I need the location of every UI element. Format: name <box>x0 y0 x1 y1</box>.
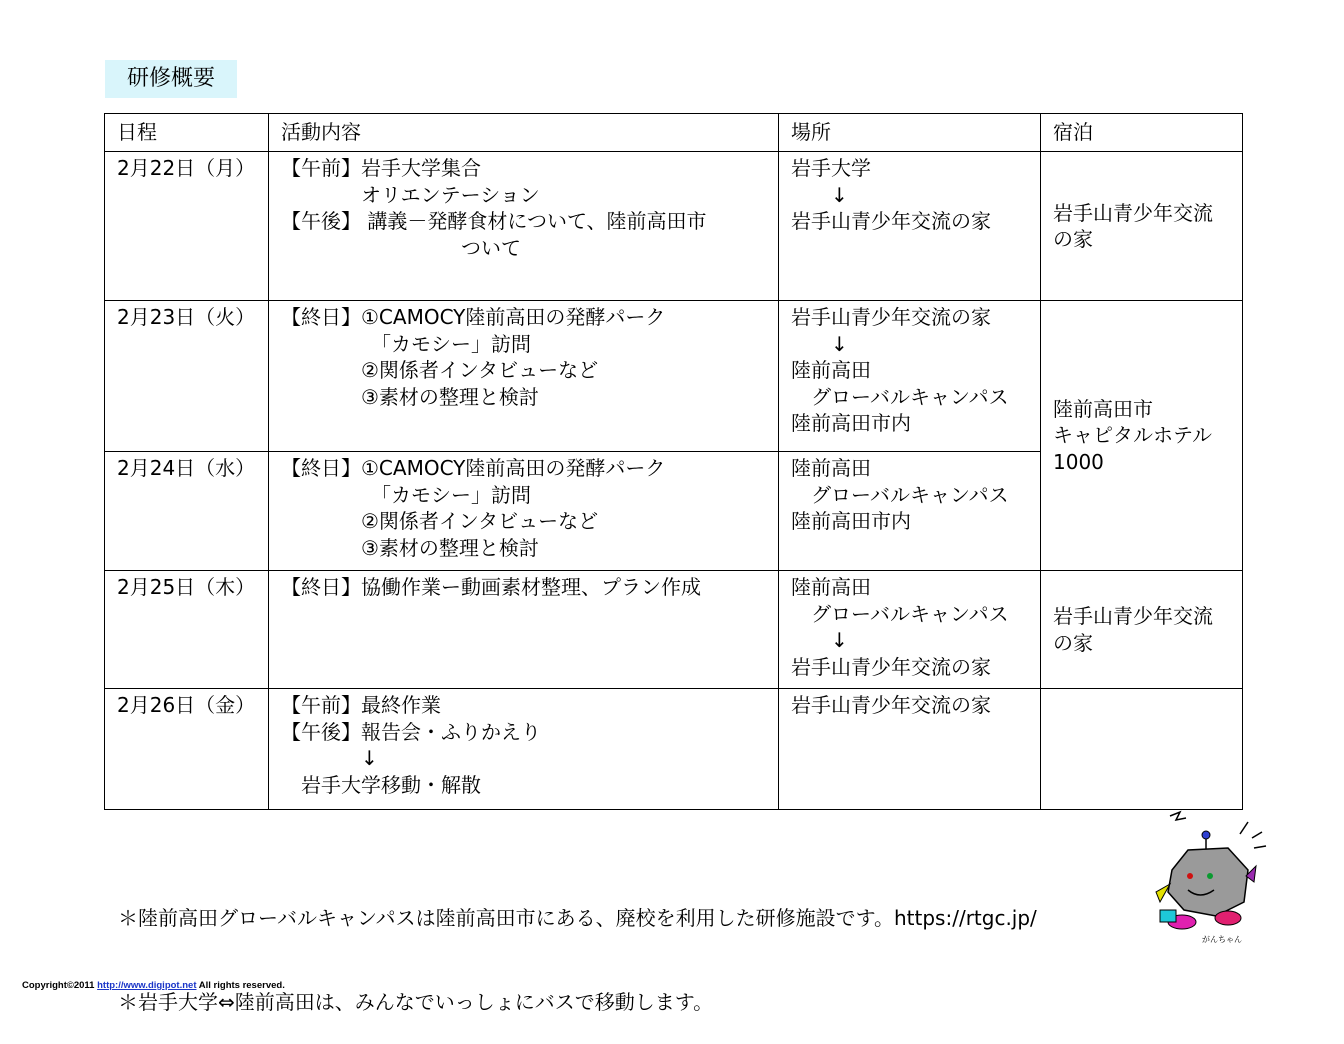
copyright-prefix: Copyright©2011 <box>22 980 98 991</box>
copyright-link[interactable]: http://www.digipot.net <box>97 980 197 991</box>
table-row <box>105 689 1243 810</box>
copyright-suffix: All rights reserved. <box>196 980 285 991</box>
date-cell: 2月25日（木） <box>105 571 269 689</box>
activity-cell: 【終日】協働作業ー動画素材整理、プラン作成 <box>269 571 779 689</box>
table-row <box>105 152 1243 301</box>
header-date: 日程 <box>105 114 269 152</box>
activity-cell: 【終日】①CAMOCY陸前高田の発酵パーク 「カモシー」訪問 ②関係者インタビューなど ③素材の整理と検討 <box>269 452 779 571</box>
date-cell: 2月23日（火） <box>105 301 269 452</box>
header-activity: 活動内容 <box>269 114 779 152</box>
notes <box>118 848 1037 1044</box>
date-cell: 2月26日（金） <box>105 689 269 810</box>
activity-cell: 【午前】岩手大学集合 オリエンテーション 【午後】 講義－発酵食材について、陸前高田市 ついて <box>269 152 779 301</box>
table-row <box>105 571 1243 689</box>
table-header-row <box>105 114 1243 152</box>
mascot-illustration <box>1150 806 1274 946</box>
activity-cell: 【午前】最終作業 【午後】報告会・ふりかえり ↓ 岩手大学移動・解散 <box>269 689 779 810</box>
mascot-caption: がんちゃん <box>1202 935 1242 944</box>
note-campus: ＊陸前高田グローバルキャンパスは陸前高田市にある、廃校を利用した研修施設です。https://rtgc.jp/ <box>118 906 1037 930</box>
header-place: 場所 <box>779 114 1041 152</box>
place-cell: 岩手山青少年交流の家 <box>779 689 1041 810</box>
place-cell: 陸前高田 グローバルキャンパス ↓ 岩手山青少年交流の家 <box>779 571 1041 689</box>
place-cell: 岩手山青少年交流の家 ↓ 陸前高田 グローバルキャンパス 陸前高田市内 <box>779 301 1041 452</box>
copyright <box>22 980 285 991</box>
note-bus: ＊岩手大学⇔陸前高田は、みんなでいっしょにバスで移動します。 <box>118 990 714 1014</box>
place-cell: 岩手大学 ↓ 岩手山青少年交流の家 <box>779 152 1041 301</box>
page-title: 研修概要 <box>105 60 237 98</box>
header-stay: 宿泊 <box>1041 114 1243 152</box>
place-cell: 陸前高田 グローバルキャンパス 陸前高田市内 <box>779 452 1041 571</box>
table-row <box>105 301 1243 452</box>
date-cell: 2月22日（月） <box>105 152 269 301</box>
activity-cell: 【終日】①CAMOCY陸前高田の発酵パーク 「カモシー」訪問 ②関係者インタビューなど ③素材の整理と検討 <box>269 301 779 452</box>
schedule-table <box>104 113 1243 810</box>
date-cell: 2月24日（水） <box>105 452 269 571</box>
stay-cell: 岩手山青少年交流の家 <box>1041 152 1243 301</box>
stay-cell: 陸前高田市 キャピタルホテル 1000 <box>1041 301 1243 571</box>
stay-cell <box>1041 689 1243 810</box>
stay-cell: 岩手山青少年交流の家 <box>1041 571 1243 689</box>
